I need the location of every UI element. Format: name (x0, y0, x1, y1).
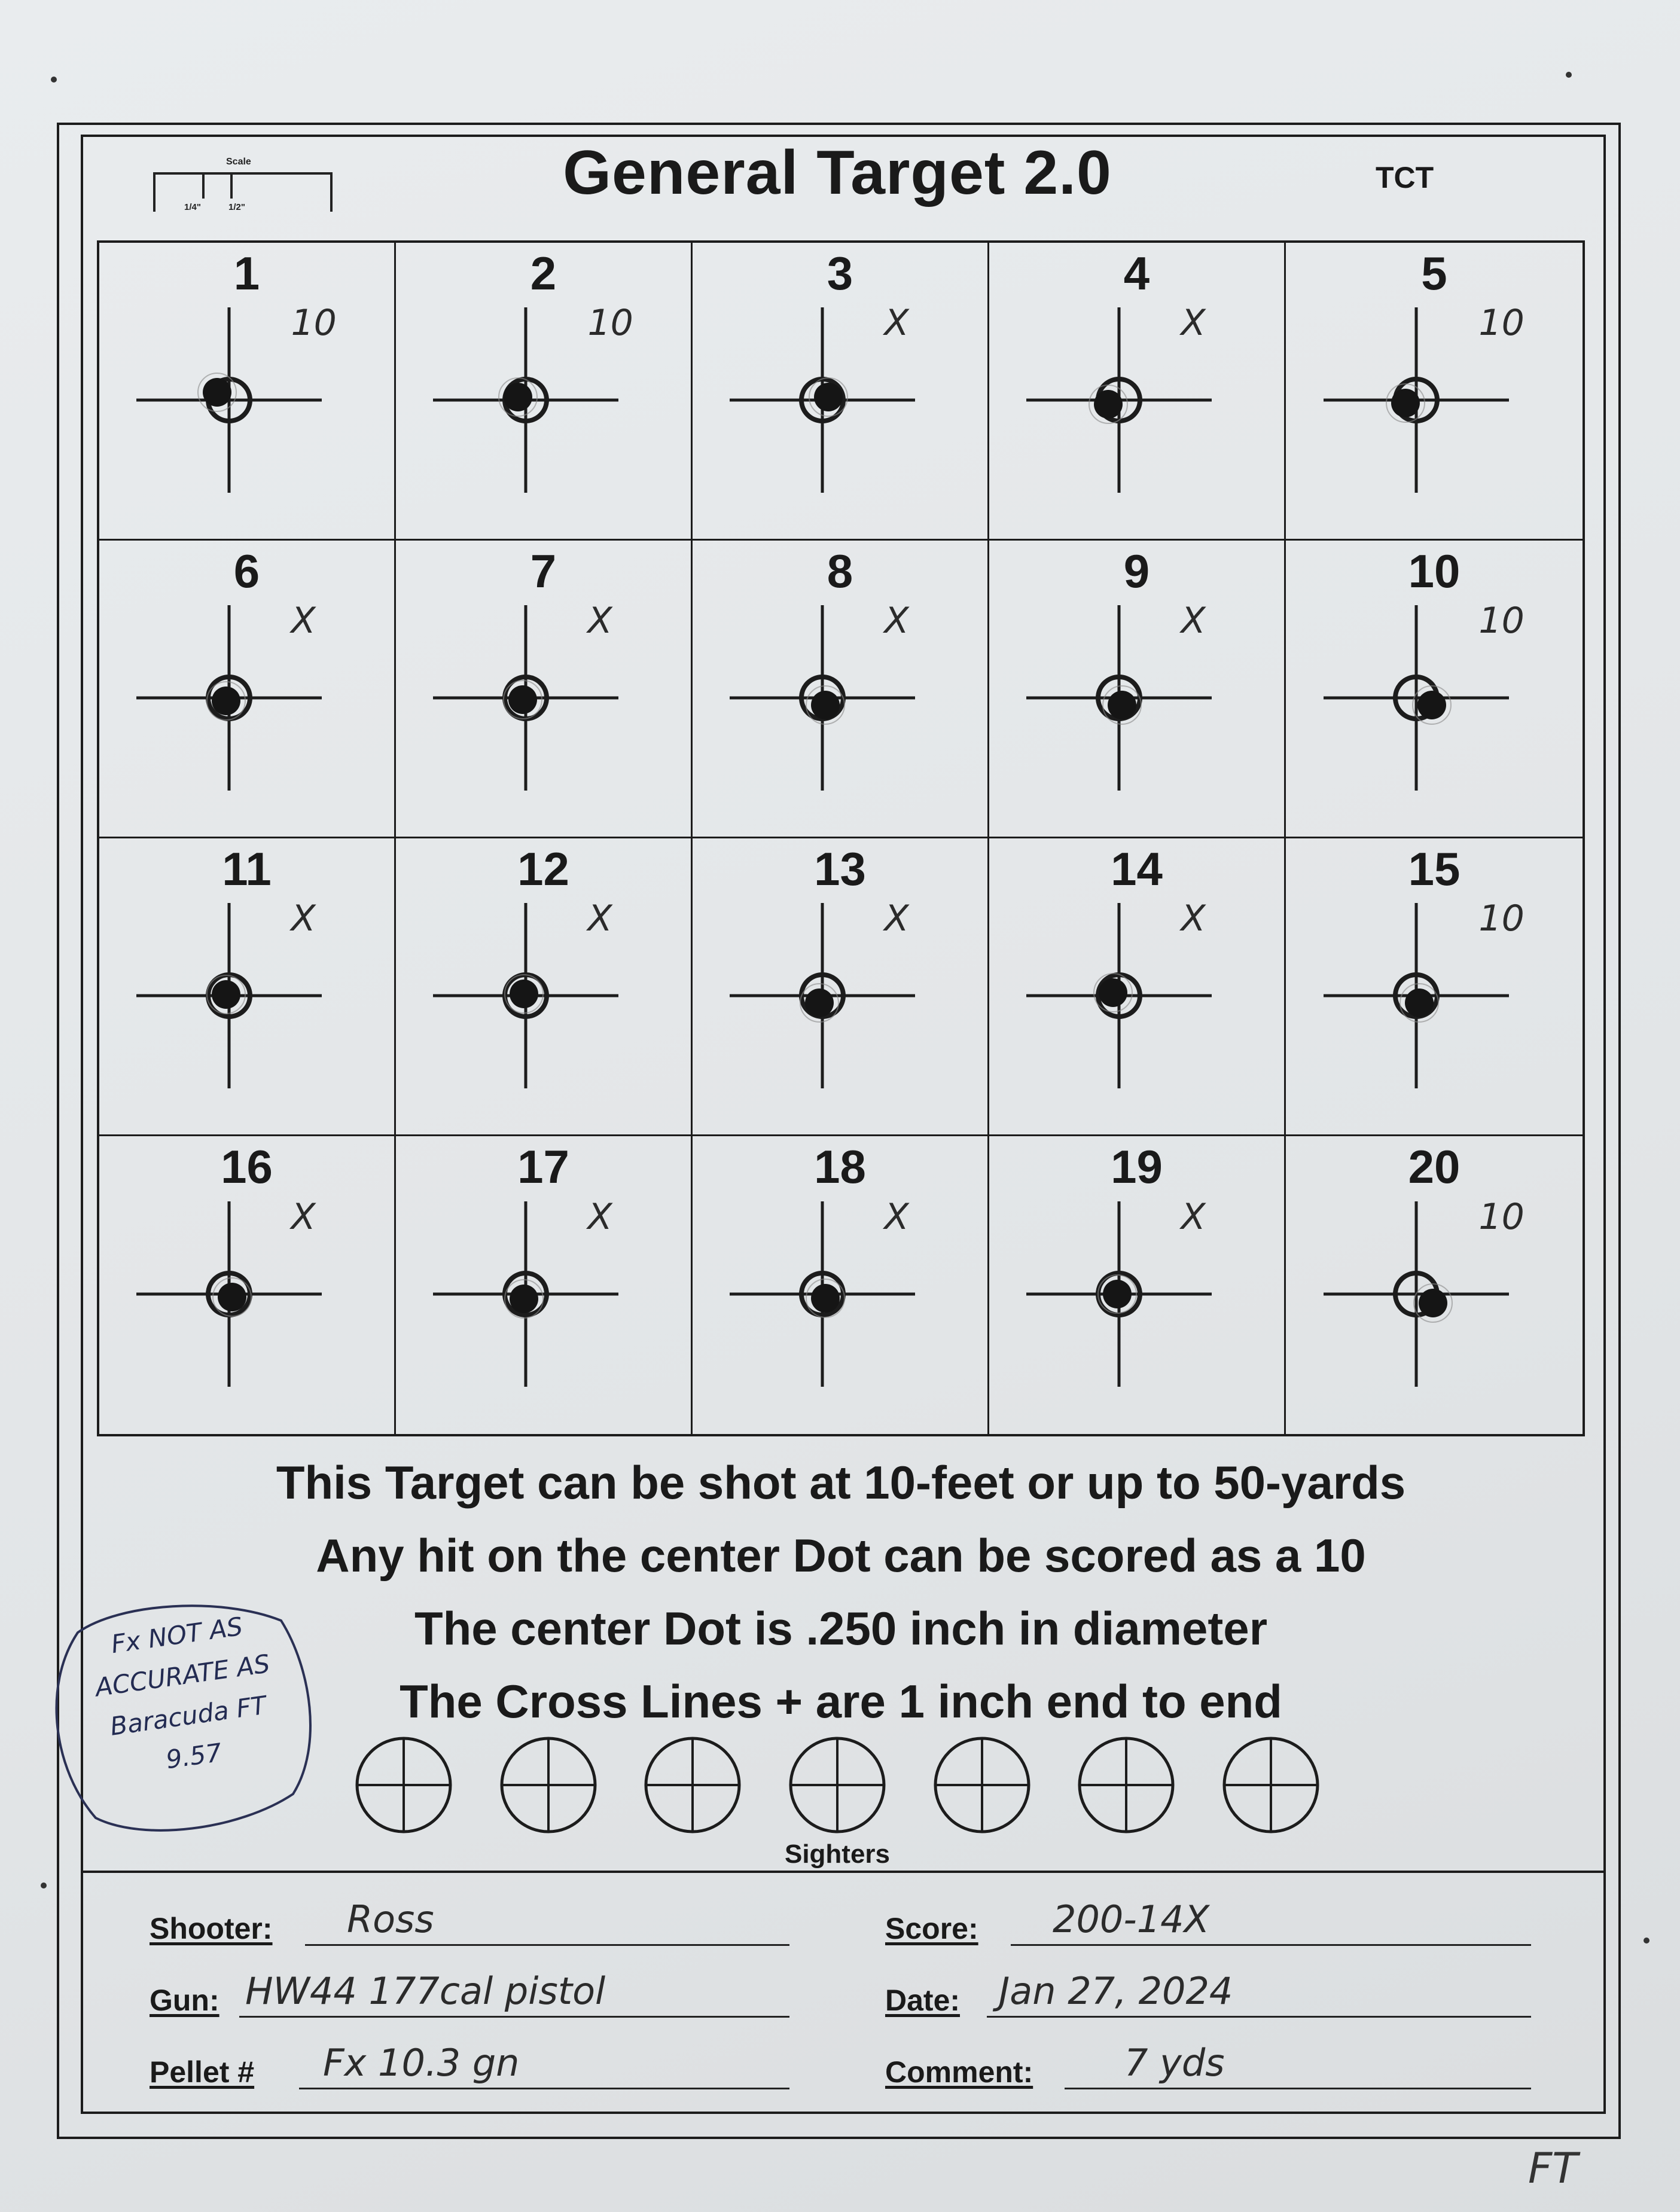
sighters-row (353, 1734, 1322, 1842)
target-score: X (884, 898, 909, 939)
target-number: 17 (517, 1140, 569, 1193)
target-score: X (1181, 600, 1206, 642)
target-cell (396, 838, 693, 1136)
target-cell (1286, 541, 1583, 838)
crosshair-target (133, 900, 325, 1091)
target-number: 11 (222, 843, 272, 895)
shooter-label: Shooter: (150, 1912, 273, 1945)
target-score: 10 (1478, 898, 1524, 939)
crosshair-target (430, 1195, 621, 1390)
target-number: 1 (233, 247, 260, 300)
pellet-field (150, 2041, 789, 2093)
target-grid (97, 240, 1585, 1436)
target-number: 4 (1123, 247, 1150, 300)
pellet-label: Pellet # (150, 2055, 255, 2089)
target-number: 18 (814, 1140, 866, 1193)
crosshair-target (727, 1195, 918, 1390)
pellet-hole (510, 1285, 538, 1313)
crosshair-target (1023, 1195, 1215, 1390)
pellet-hole (203, 378, 231, 407)
comment-label: Comment: (885, 2055, 1033, 2089)
pellet-hole (811, 1284, 840, 1313)
punch-hole (1644, 1938, 1649, 1943)
pellet-hole (1103, 1280, 1132, 1308)
pellet-hole (508, 685, 537, 714)
comment-line (1065, 2088, 1531, 2089)
target-number: 19 (1111, 1140, 1163, 1193)
sighter-target (786, 1734, 888, 1836)
handwritten-note (50, 1598, 321, 1794)
crosshair-target (727, 602, 918, 794)
target-number: 16 (221, 1140, 273, 1193)
target-number: 9 (1123, 545, 1150, 597)
pellet-hole (212, 980, 240, 1009)
gun-line (239, 2016, 789, 2018)
target-score: X (1181, 1195, 1206, 1238)
info-line: Any hit on the center Dot can be scored as a 10 (316, 1529, 1366, 1582)
sighter-target (931, 1734, 1033, 1836)
target-cell (989, 838, 1286, 1136)
target-number: 7 (530, 545, 557, 597)
score-line (1011, 1944, 1531, 1946)
pellet-hole (814, 383, 843, 411)
info-line: This Target can be shot at 10-feet or up to 50-yards (276, 1456, 1406, 1509)
pellet-hole (218, 1283, 246, 1311)
crosshair-target (1023, 900, 1215, 1091)
target-cell (693, 838, 989, 1136)
target-score: X (1181, 302, 1206, 344)
target-cell (1286, 243, 1583, 541)
pellet-hole (212, 687, 240, 715)
gun-value: HW44 177cal pistol (245, 1969, 606, 2013)
scale-tick (202, 172, 205, 199)
target-score: 10 (1478, 302, 1524, 344)
gun-label: Gun: (150, 1984, 219, 2017)
note-line: Fx NOT AS (109, 1611, 245, 1659)
target-number: 2 (530, 247, 557, 300)
crosshair-target (727, 304, 918, 496)
crosshair-target (1023, 602, 1215, 794)
target-cell (1286, 838, 1583, 1136)
sighter-target (642, 1734, 743, 1836)
crosshair-target (430, 900, 621, 1091)
pellet-value: Fx 10.3 gn (323, 2041, 520, 2085)
sighter-target (498, 1734, 599, 1836)
target-cell (99, 243, 396, 541)
comment-field (885, 2041, 1531, 2093)
pellet-hole (1419, 1289, 1447, 1317)
scale-indicator (150, 157, 347, 216)
sighters-label: Sighters (784, 1839, 891, 1869)
note-line: ACCURATE AS (93, 1649, 272, 1703)
target-number: 3 (827, 247, 853, 300)
target-cell (989, 541, 1286, 838)
shooter-field (150, 1897, 789, 1949)
page-title: General Target 2.0 (563, 138, 1112, 208)
pellet-hole (1099, 978, 1127, 1007)
scale-tick (330, 172, 333, 212)
pellet-hole (811, 691, 840, 719)
crosshair-target (1023, 304, 1215, 496)
info-line: The center Dot is .250 inch in diameter (414, 1602, 1268, 1655)
target-score: X (291, 898, 316, 939)
note-line: 9.57 (164, 1737, 224, 1775)
pellet-line (299, 2088, 789, 2089)
target-score: 10 (1478, 1195, 1524, 1238)
target-cell (396, 243, 693, 541)
scale-word: Scale (226, 157, 251, 167)
crosshair-target (430, 602, 621, 794)
pellet-hole (1108, 691, 1136, 719)
target-score: X (884, 302, 909, 344)
scale-tick (153, 172, 156, 212)
target-number: 14 (1111, 843, 1163, 895)
info-line: The Cross Lines + are 1 inch end to end (400, 1675, 1282, 1728)
target-score: X (587, 600, 612, 642)
target-score: X (884, 600, 909, 642)
score-label: Score: (885, 1912, 978, 1945)
crosshair-target (1321, 304, 1512, 496)
target-score: X (587, 898, 612, 939)
brand-tag: TCT (1376, 161, 1434, 194)
target-score: X (291, 1195, 316, 1238)
crosshair-target (133, 1195, 325, 1390)
scale-tick (230, 172, 233, 199)
crosshair-target (1321, 1198, 1512, 1390)
target-number: 15 (1408, 843, 1461, 895)
pellet-hole (510, 980, 538, 1008)
pellet-hole (1391, 389, 1420, 417)
target-number: 6 (233, 545, 260, 597)
pellet-hole (1405, 988, 1434, 1017)
target-cell (693, 1136, 989, 1434)
punch-hole (1566, 72, 1572, 78)
crosshair-target (727, 900, 918, 1091)
target-cell (693, 243, 989, 541)
scale-label-half: 1/2" (228, 202, 245, 212)
score-value: 200-14X (1053, 1897, 1210, 1941)
crosshair-target (133, 602, 325, 794)
target-score: X (884, 1195, 909, 1238)
scale-bar (153, 172, 333, 175)
target-cell (989, 243, 1286, 541)
crosshair-target (133, 304, 325, 496)
sighter-target (1075, 1734, 1177, 1836)
corner-mark: FT (1528, 2144, 1578, 2193)
punch-hole (51, 77, 57, 83)
pellet-hole (1417, 691, 1446, 719)
target-cell (396, 1136, 693, 1434)
date-label: Date: (885, 1984, 961, 2017)
pellet-hole (1094, 390, 1123, 419)
gun-field (150, 1969, 789, 2021)
target-score: 10 (587, 302, 633, 344)
target-cell (99, 1136, 396, 1434)
date-value: Jan 27, 2024 (999, 1969, 1233, 2013)
target-cell (99, 838, 396, 1136)
target-cell (1286, 1136, 1583, 1434)
punch-hole (41, 1883, 47, 1888)
crosshair-target (1321, 602, 1512, 794)
target-number: 10 (1408, 545, 1461, 597)
target-cell (693, 541, 989, 838)
target-number: 5 (1421, 247, 1447, 300)
target-cell (99, 541, 396, 838)
score-field (885, 1897, 1531, 1949)
target-score: X (587, 1195, 612, 1238)
target-cell (989, 1136, 1286, 1434)
target-number: 8 (827, 545, 853, 597)
shooter-line (305, 1944, 789, 1946)
pellet-hole (504, 383, 532, 411)
pellet-hole (805, 988, 834, 1017)
target-number: 12 (517, 843, 569, 895)
note-line: Baracuda FT (108, 1690, 269, 1741)
scale-label-quarter: 1/4" (184, 202, 201, 212)
target-number: 13 (814, 843, 866, 895)
date-field (885, 1969, 1531, 2021)
target-score: X (1181, 898, 1206, 939)
sighter-target (353, 1734, 455, 1836)
sighter-target (1220, 1734, 1322, 1836)
divider (81, 1871, 1606, 1873)
target-score: 10 (1478, 600, 1524, 642)
crosshair-target (1321, 900, 1512, 1091)
info-text (97, 1446, 1585, 1738)
target-cell (396, 541, 693, 838)
date-line (987, 2016, 1531, 2018)
comment-value: 7 yds (1124, 2041, 1225, 2085)
target-score: X (291, 600, 316, 642)
crosshair-target (430, 304, 621, 496)
target-score: 10 (291, 302, 337, 344)
target-number: 20 (1408, 1140, 1461, 1193)
shooter-value: Ross (347, 1897, 434, 1941)
